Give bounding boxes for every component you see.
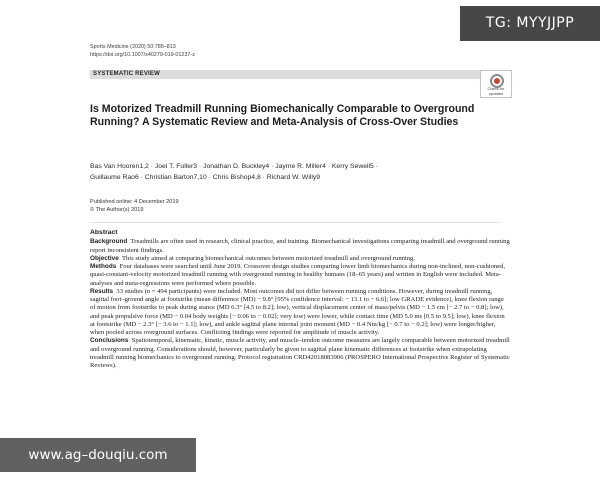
section-bar	[90, 70, 496, 79]
methods-text: Four databases were searched until June 2019. Crossover design studies comparing lower limb biomechanics during non-inclined, non-cushioned, quasi-constant-velocity motorized treadmill running with overground running in healthy humans (18–65 years) and written in English were included. Meta-analyses and meta-regressions were performed where possible.	[90, 263, 506, 287]
check-for-updates-badge[interactable]	[480, 70, 512, 98]
check-updates-line2: updates	[488, 90, 504, 96]
publication-info	[90, 198, 179, 214]
author-list	[90, 162, 510, 183]
author-line-2: Guillaume Rao6 · Christian Barton7,10 · Chris Bishop4,8 · Richard W. Willy9	[90, 173, 321, 181]
background-label: Background	[90, 238, 128, 246]
divider	[90, 222, 500, 223]
copyright: © The Author(s) 2019	[90, 207, 144, 213]
abstract-results	[90, 288, 510, 338]
journal-meta	[90, 44, 195, 59]
check-updates-line1: Check for	[487, 86, 505, 91]
methods-label: Methods	[90, 263, 117, 270]
author-line-1: Bas Van Hooren1,2 · Joel T. Fuller3 · Jonathan D. Buckley4 · Jayme R. Miller4 · Kerry Sewell5 ·	[90, 163, 378, 170]
journal-doi[interactable]: https://doi.org/10.1007/s40279-019-01237-z	[90, 51, 195, 58]
published-online: Published online: 4 December 2019	[90, 199, 179, 205]
section-label: SYSTEMATIC REVIEW	[93, 71, 160, 77]
abstract-heading: Abstract	[90, 229, 118, 236]
conclusions-text: Spatiotemporal, kinematic, kinetic, muscle activity, and muscle–tendon outcome measures are largely comparable between motorized treadmill and overground running. Considerations should, however, particularly be given to sagittal plane kinematic differences at footstrike when extrapolating treadmill running biomechanics to overground running. Protocol registration CRD42018083906 (PROSPERO International Prospective Register of Systematic Reviews).	[90, 337, 510, 369]
abstract-conclusions	[90, 337, 510, 370]
objective-label: Objective	[90, 254, 119, 262]
watermark-top-right: TG: MYYJJPP	[460, 6, 600, 41]
abstract-objective	[90, 255, 510, 263]
watermark-bottom-left: www.ag–douqiu.com	[0, 438, 196, 472]
paper-title: Is Motorized Treadmill Running Biomechanically Comparable to Overground Running? A Systematic Review and Meta-Analysis of Cross-Over Studies	[90, 103, 475, 128]
results-label: Results	[90, 287, 114, 295]
results-text: 33 studies (n = 494 participants) were included. Most outcomes did not differ between running conditions. However, during treadmill running, sagittal foot–ground angle at footstrike (mean difference (MD) − 9.8° [95% confidence interval: − 13.1 to − 6.6]; low GRADE evidence), knee flexion range of motion from footstrike to peak during stance (MD 6.3° [4.5 to 8.2]; low), vertical displacement center of mass/pelvis (MD − 1.5 cm [− 2.7 to − 0.8]; low), and peak propulsive force (MD − 0.04 body weights [− 0.06 to − 0.02]; very low) were lower, while contact time (MD 5.0 ms [0.5 to 9.5]; low), knee flexion at footstrike (MD − 2.3° [− 3.6 to − 1.1]; low), and ankle sagittal plane internal joint moment (MD − 0.4 Nm/kg [− 0.7 to − 0.2]; low) were longer/higher, when pooled across overground surfaces. Conflicting findings were reported for amplitude of muscle activity.	[90, 287, 505, 336]
conclusions-label: Conclusions	[90, 337, 129, 345]
objective-text: This study aimed at comparing biomechanical outcomes between motorized treadmill and overground running.	[121, 254, 416, 262]
abstract-methods	[90, 263, 510, 288]
abstract-background	[90, 238, 510, 255]
abstract	[90, 229, 510, 370]
background-text: Treadmills are often used in research, clinical practice, and training. Biomechanical investigations comparing treadmill and overground running report inconsistent findings.	[90, 238, 510, 254]
journal-citation: Sports Medicine (2020) 50:785–813	[90, 44, 176, 50]
